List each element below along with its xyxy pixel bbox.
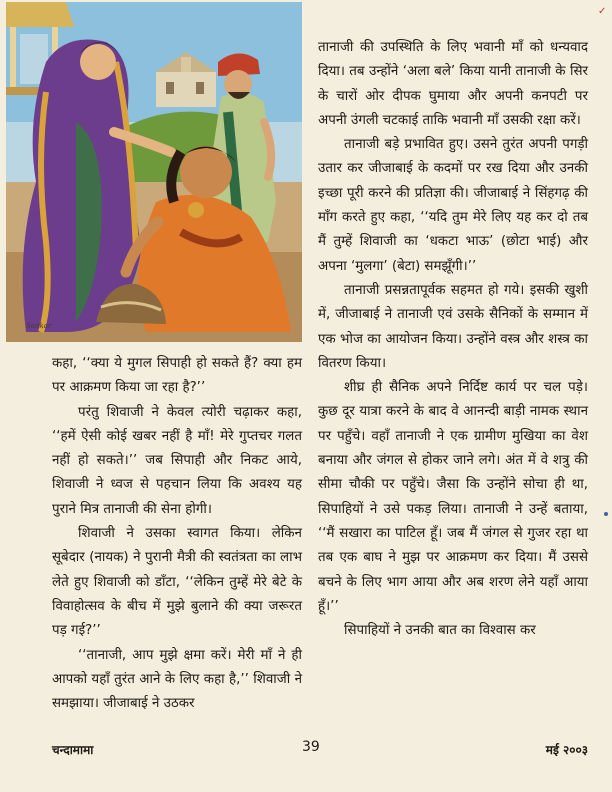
paragraph: सिपाहियों ने उनकी बात का विश्वास कर (344, 623, 536, 639)
corner-mark-icon: ✓ (598, 6, 607, 17)
right-column (318, 36, 588, 643)
magazine-name: चन्दामामा (52, 743, 94, 757)
paragraph: ‘‘तानाजी, आप मुझे क्षमा करें। मेरी माँ ने ही आपको यहाँ तुरंत आने के लिए कहा है,’’ शिवाजी ने समझाया। जीजाबाई ने उठकर (52, 647, 302, 712)
edge-dot-icon (604, 512, 608, 516)
paragraph: तानाजी प्रसन्नतापूर्वक सहमत हो गये। इसकी खुशी में, जीजाबाई ने तानाजी एवं उसके सैनिकों के सम्मान में एक भोज का आयोजन किया। उन्होंने वस्त्र और शस्त्र का वितरण किया। (318, 282, 588, 371)
paragraph: तानाजी की उपस्थिति के लिए भवानी माँ को धन्यवाद दिया। तब उन्होंने ‘अला बले’ किया यानी तानाजी के सिर के चारों ओर दीपक घुमाया और अपनी कनपटी पर अपनी उंगली चटकाई ताकि भवानी माँ उसकी रक्षा करें। (318, 40, 588, 128)
left-column (52, 352, 302, 716)
page-footer (52, 741, 588, 759)
paragraph: शीघ्र ही सैनिक अपने निर्दिष्ट कार्य पर चल पड़े। कुछ दूर यात्रा करने के बाद वे आनन्दी बाड़ी नामक स्थान पर पहुँचे। वहाँ तानाजी ने एक ग्रामीण मुखिया का वेश बनाया और जंगल से होकर जाने लगे। अंत में वे शत्रु की सीमा चौकी पर पहुँचे। जैसा कि उन्होंने सोचा ही था, सिपाहियों ने उसे पकड़ लिया। तानाजी ने उन्हें बताया, ‘‘मैं सखारा का पाटिल हूँ। जब मैं जंगल से गुजर रहा था तब एक बाघ ने मुझ पर आक्रमण कर दिया। मैं उससे बचने के लिए भाग आया और अब शरण लेने यहाँ आया हूँ।’’ (318, 380, 588, 614)
page-number: 39 (302, 739, 320, 755)
paragraph: परंतु शिवाजी ने केवल त्योरी चढ़ाकर कहा, ‘‘हमें ऐसी कोई खबर नहीं है माँ! मेरे गुप्तचर गलत नहीं हो सकते।’’ जब सिपाही और निकट आये, शिवाजी ने ध्वज से पहचान लिया कि अवश्य यह पुराने मित्र तानाजी की सेना होगी। (52, 404, 302, 517)
paragraph: तानाजी बड़े प्रभावित हुए। उसने तुरंत अपनी पगड़ी उतार कर जीजाबाई के कदमों पर रख दिया और उनकी इच्छा पूरी करने की प्रतिज्ञा की। जीजाबाई ने सिंहगढ़ की माँग करते हुए कहा, ‘‘यदि तुम मेरे लिए यह कर दो तब मैं तुम्हें शिवाजी का ‘धकटा भाऊ’ (छोटा भाई) और अपना ‘मुलगा’ (बेटा) समझूँगी।’’ (318, 137, 588, 274)
story-illustration (6, 2, 302, 342)
paragraph: शिवाजी ने उसका स्वागत किया। लेकिन सूबेदार (नायक) ने पुरानी मैत्री की स्वतंत्रता का लाभ लेते हुए शिवाजी को डाँटा, ‘‘लेकिन तुम्हें मेरे बेटे के विवाहोत्सव के बीच में मुझे बुलाने की क्या जरूरत पड़ गई?’’ (52, 526, 302, 639)
artist-signature: Sankar (26, 322, 52, 330)
paragraph: कहा, ‘‘क्या ये मुगल सिपाही हो सकते हैं? क्या हम पर आक्रमण किया जा रहा है?’’ (52, 356, 302, 396)
issue-date: मई २००३ (545, 743, 588, 757)
